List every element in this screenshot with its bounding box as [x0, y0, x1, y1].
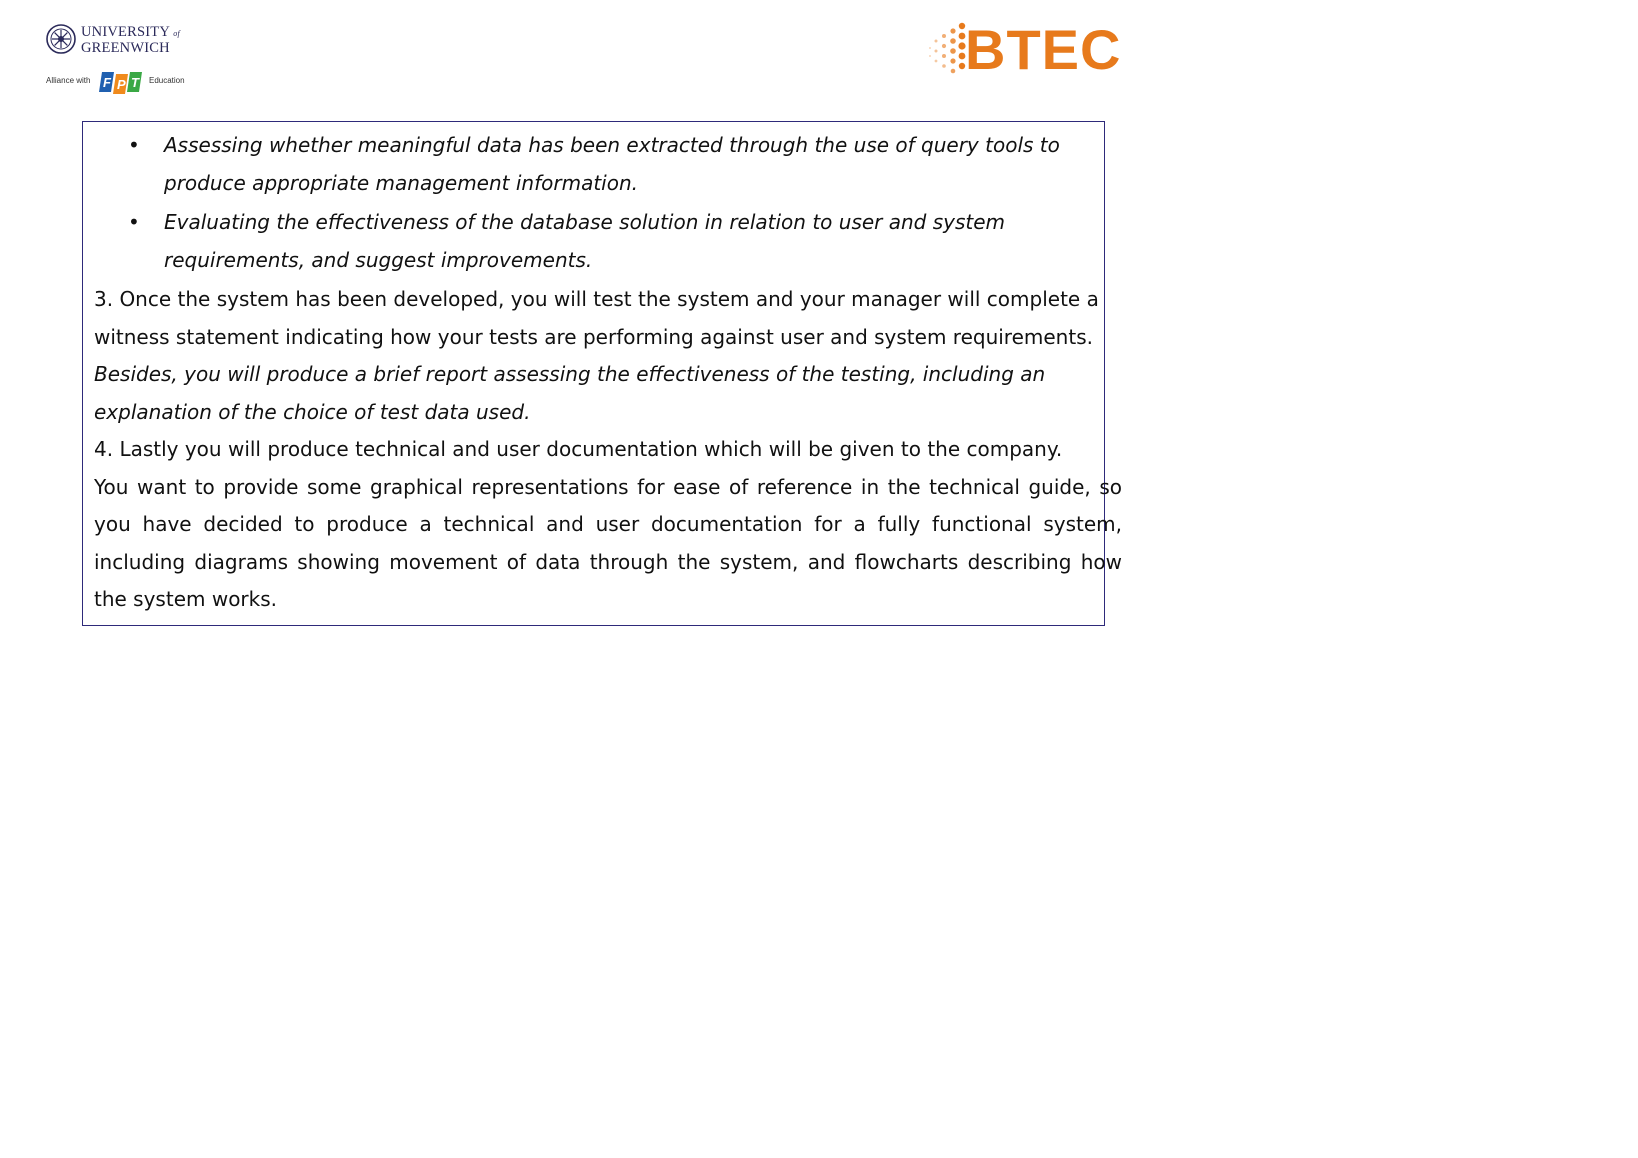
bullet-text: Assessing whether meaningful data has been extracted through the use of query tools to produce appropriate management information. [164, 133, 1060, 195]
bullet-list [94, 127, 1122, 279]
alliance-label: Alliance with [46, 76, 91, 85]
paragraph-testing: 3. Once the system has been developed, you will test the system and your manager will complete a witness statement indicating how your tests are performing against user and system requirements. [94, 287, 1099, 349]
btec-logo [928, 18, 1128, 82]
btec-wordmark: BTEC [965, 18, 1122, 81]
svg-text:T: T [131, 75, 139, 90]
list-item [94, 204, 1122, 279]
paragraph-documentation: 4. Lastly you will produce technical and user documentation which will be given to the company. [94, 437, 1063, 461]
assignment-brief-text [94, 127, 1122, 619]
greenwich-seal-icon [46, 24, 76, 54]
paragraph-graphical: You want to provide some graphical representations for ease of reference in the technical guide, so you have decided to produce a technical and user documentation for a fully functional system, including diagrams showing movement of data through the system, and flowcharts describing how the system works. [94, 474, 1122, 611]
svg-text:P: P [117, 77, 126, 92]
bullet-icon: • [128, 210, 140, 234]
svg-text:F: F [103, 75, 111, 90]
fpt-logo-icon [98, 70, 146, 94]
bullet-text: Evaluating the effectiveness of the database solution in relation to user and system requirements, and suggest improvements. [164, 210, 1006, 272]
university-of-greenwich-logo [46, 24, 186, 96]
education-label: Education [149, 76, 185, 85]
list-item [94, 127, 1122, 202]
fpt-alliance [46, 67, 186, 93]
university-name: UNIVERSITY of GREENWICH [81, 24, 180, 56]
paragraph-besides: Besides, you will produce a brief report assessing the effectiveness of the testing, including an explanation of the choice of test data used. [94, 362, 1046, 424]
bullet-icon: • [128, 133, 140, 157]
